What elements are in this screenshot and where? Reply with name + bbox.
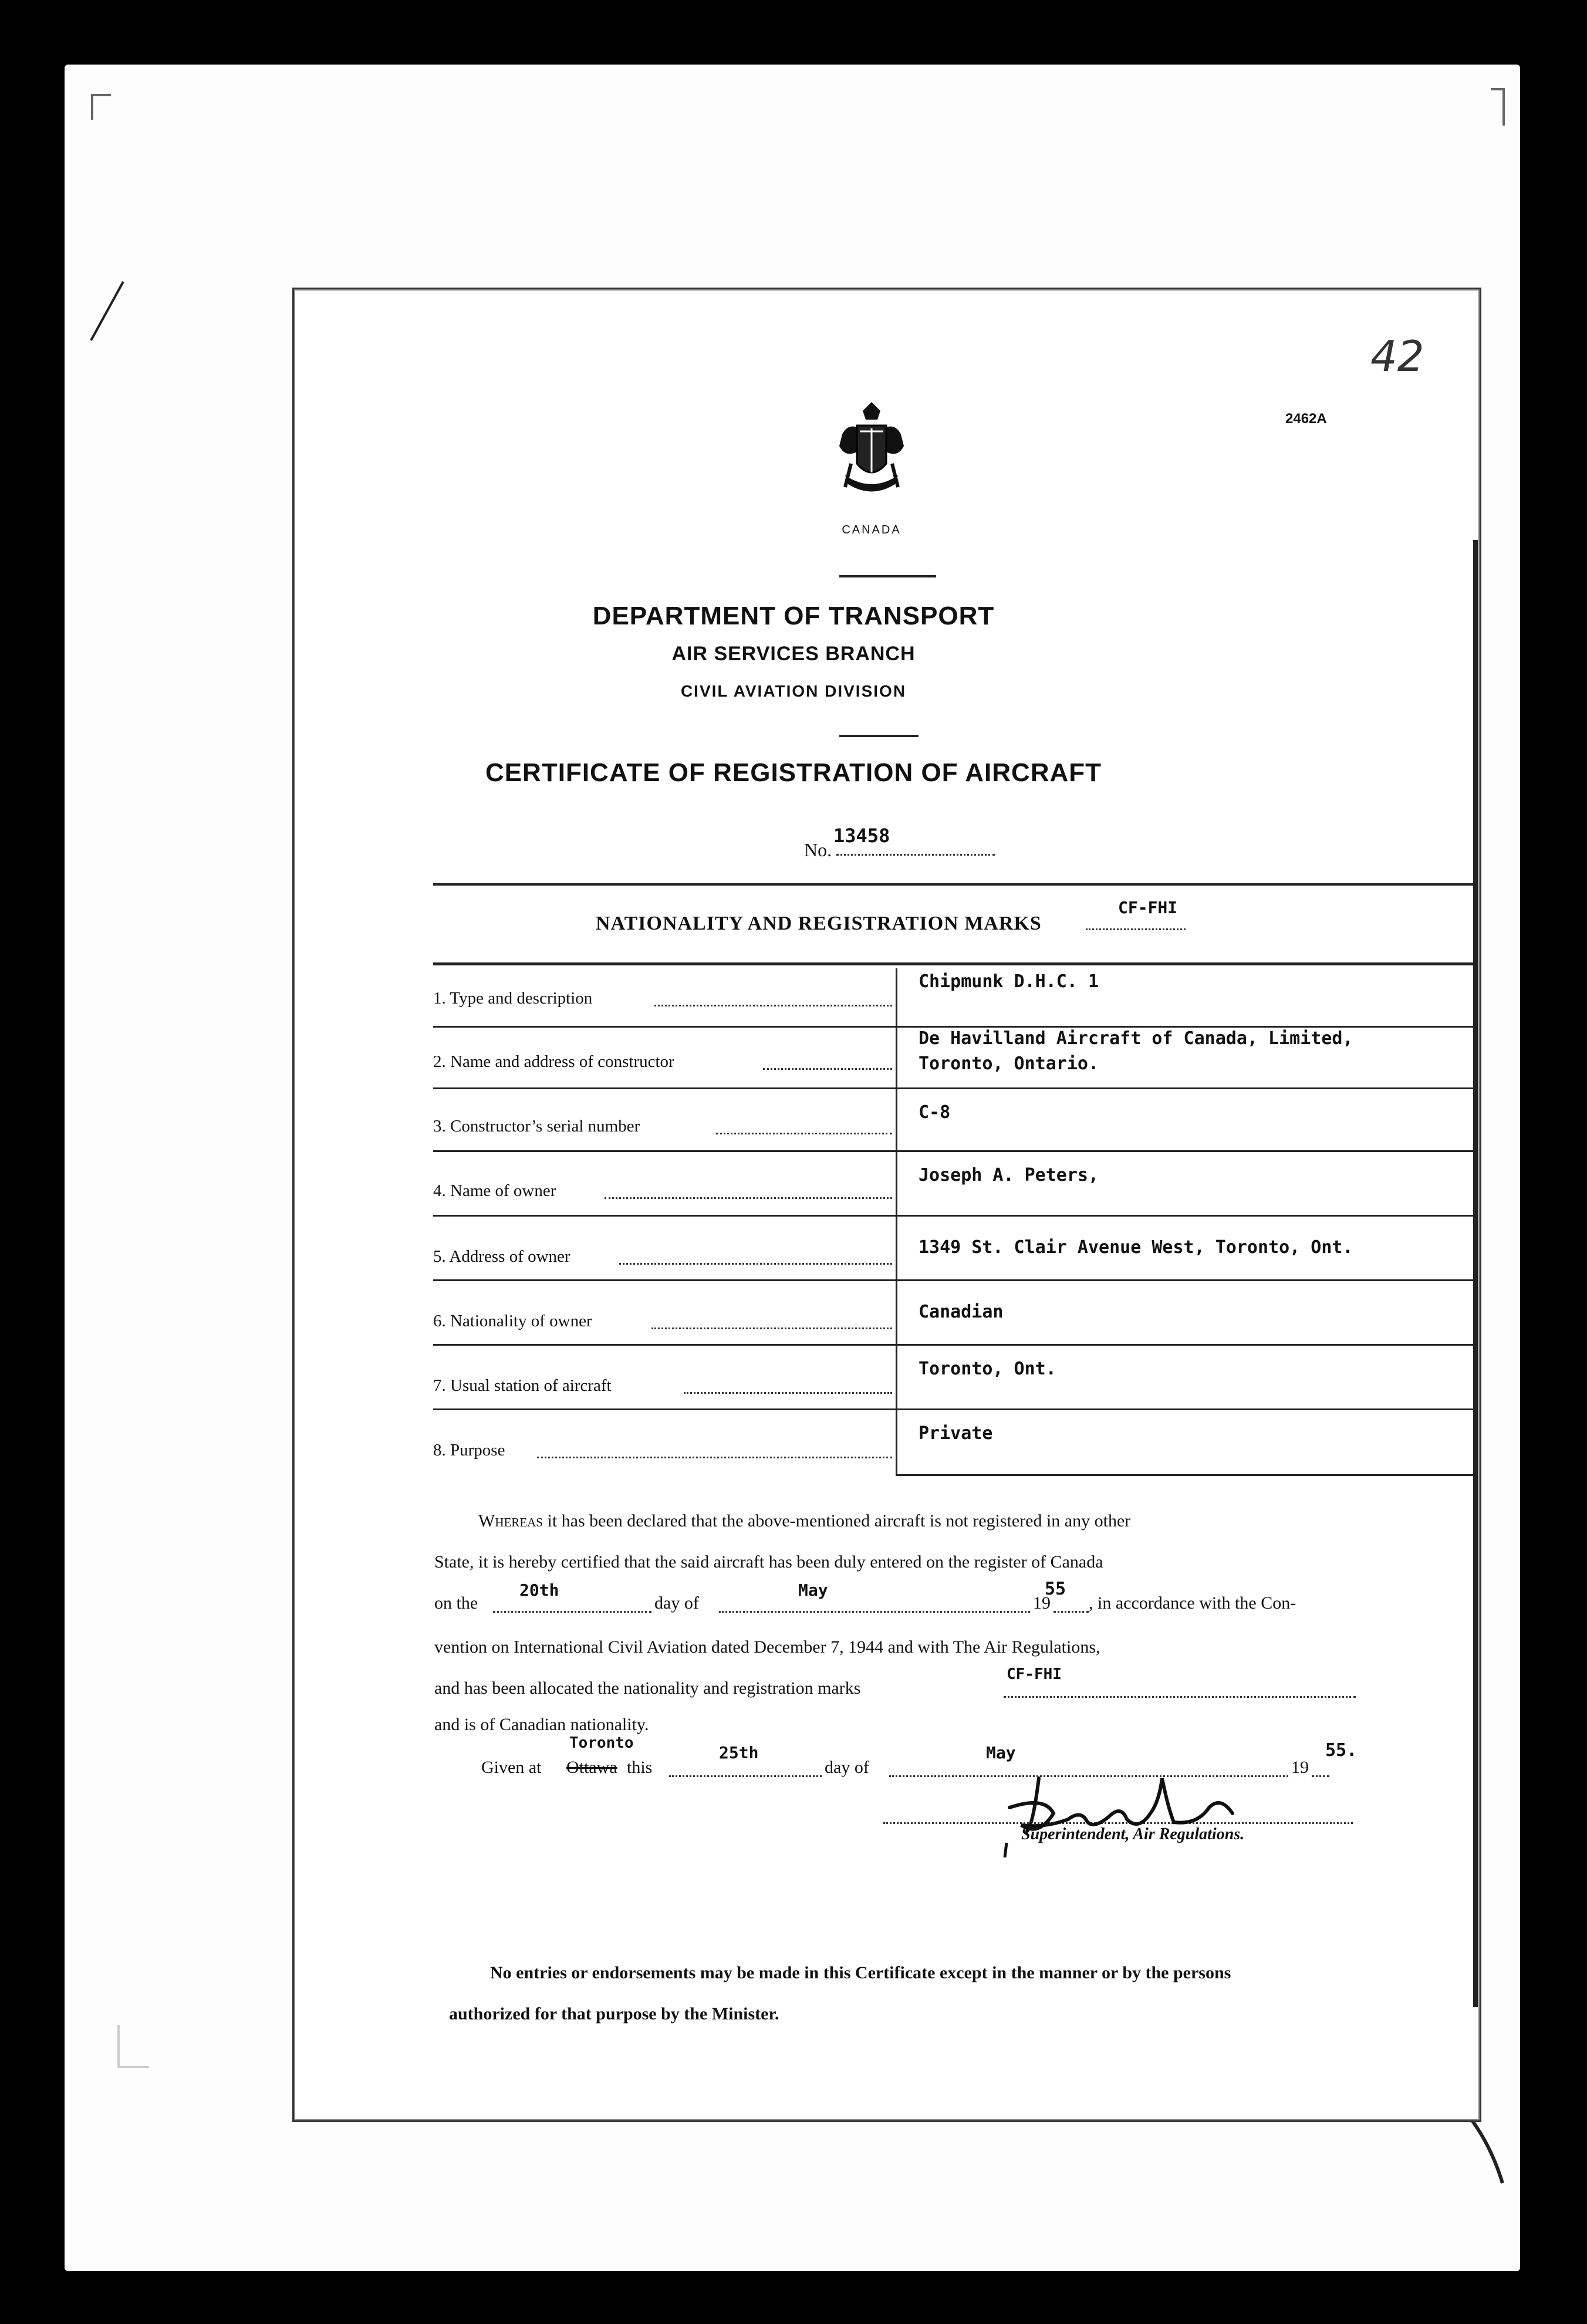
table-top-rule (433, 883, 1475, 886)
declaration-day-of: day of (654, 1593, 699, 1613)
row-2-value: De Havilland Aircraft of Canada, Limited, (919, 1028, 1353, 1049)
registration-month: May (798, 1580, 828, 1600)
row-6-value: Canadian (919, 1302, 1004, 1322)
given-year-prefix: 19 (1291, 1758, 1309, 1777)
registration-year-line (1054, 1611, 1089, 1613)
allocated-mark-line (1004, 1696, 1356, 1698)
declaration-line-6: and is of Canadian nationality. (434, 1715, 649, 1734)
crop-mark-bottom-left (117, 2025, 149, 2068)
row-6-label: 6. Nationality of owner (433, 1312, 592, 1330)
branch-heading: AIR SERVICES BRANCH (671, 643, 916, 665)
row-5-rule (433, 1279, 1475, 1281)
row-4-leader (605, 1197, 892, 1199)
row-1-leader (654, 1005, 892, 1006)
declaration-line-3-tail: , in accordance with the Con- (1089, 1593, 1296, 1613)
crest-label: CANADA (842, 523, 901, 536)
row-3-rule (433, 1150, 1475, 1152)
certificate-sheet (292, 288, 1481, 2122)
given-day: 25th (719, 1743, 759, 1762)
row-1-label: 1. Type and description (433, 989, 593, 1008)
given-day-line (669, 1775, 822, 1777)
row-6-leader (651, 1327, 892, 1329)
row-5-value: 1349 St. Clair Avenue West, Toronto, Ont. (919, 1237, 1353, 1258)
certificate-title: CERTIFICATE OF REGISTRATION OF AIRCRAFT (485, 758, 1102, 787)
declaration-line-1 (478, 1511, 1130, 1531)
row-3-value: C-8 (919, 1102, 951, 1123)
declaration-line-1-text: it has been declared that the above-mentioned aircraft is not registered in any other (547, 1511, 1131, 1531)
given-year-line (1312, 1775, 1329, 1777)
form-number: 2462A (1285, 411, 1327, 427)
nationality-marks-label: NATIONALITY AND REGISTRATION MARKS (596, 913, 1042, 934)
whereas-word: Whereas (478, 1511, 543, 1531)
given-day-of: day of (825, 1758, 869, 1777)
certificate-number-label: No. (804, 839, 832, 860)
given-place-struck: Ottawa (566, 1758, 617, 1777)
row-7-rule (433, 1408, 1475, 1410)
division-heading: CIVIL AVIATION DIVISION (680, 682, 907, 700)
signature-icon (998, 1755, 1279, 1860)
row-8-value: Private (919, 1423, 993, 1444)
signatory-title: Superintendent, Air Regulations. (1021, 1825, 1245, 1843)
table-header-rule (433, 962, 1475, 965)
allocated-mark: CF-FHI (1007, 1666, 1062, 1683)
given-month: May (986, 1743, 1016, 1762)
given-year: 55. (1325, 1740, 1358, 1761)
row-7-leader (684, 1392, 892, 1394)
row-4-rule (433, 1215, 1475, 1217)
row-5-label: 5. Address of owner (433, 1247, 570, 1266)
registration-year: 55 (1045, 1579, 1066, 1599)
nationality-mark-value: CF-FHI (1118, 898, 1178, 917)
footer-line-2: authorized for that purpose by the Minister. (449, 2004, 779, 2024)
row-1-rule (433, 1026, 1475, 1028)
crop-mark-top-left (91, 94, 111, 120)
nationality-marks-line (1086, 928, 1186, 930)
row-1-value: Chipmunk D.H.C. 1 (919, 971, 1099, 992)
registration-day-line (493, 1611, 651, 1613)
declaration-line-5: and has been allocated the nationality and registration marks (434, 1678, 861, 1698)
certificate-number: 13458 (833, 825, 890, 847)
registration-day: 20th (519, 1580, 559, 1600)
footer-line-1: No entries or endorsements may be made in this Certificate except in the manner or by the persons (490, 1963, 1231, 1982)
registration-month-line (719, 1611, 1030, 1613)
scratch-mark (82, 276, 129, 346)
given-this: this (627, 1758, 653, 1777)
coat-of-arms-icon (833, 399, 910, 505)
table-column-divider (896, 968, 897, 1476)
crop-mark-top-right (1491, 88, 1505, 126)
row-8-rule (896, 1474, 1475, 1476)
row-7-value: Toronto, Ont. (919, 1359, 1056, 1379)
row-4-label: 4. Name of owner (433, 1181, 556, 1200)
declaration-line-2: State, it is hereby certified that the said aircraft has been duly entered on the register of Canada (434, 1552, 1103, 1572)
row-3-leader (716, 1133, 892, 1134)
declaration-on-the: on the (434, 1593, 478, 1613)
row-2-leader (763, 1068, 892, 1070)
row-6-rule (433, 1344, 1475, 1346)
divider-middle (839, 735, 919, 737)
row-2-label: 2. Name and address of constructor (433, 1052, 674, 1071)
given-at-label: Given at (481, 1758, 542, 1777)
certificate-number-line (836, 854, 995, 856)
row-7-label: 7. Usual station of aircraft (433, 1376, 612, 1395)
row-3-label: 3. Constructor’s serial number (433, 1117, 640, 1136)
page-number: 42 (1370, 332, 1424, 381)
row-2-value-line-2: Toronto, Ontario. (919, 1053, 1099, 1074)
row-4-value: Joseph A. Peters, (919, 1165, 1099, 1185)
row-2-rule (433, 1087, 1475, 1089)
divider-top (839, 575, 936, 577)
given-place: Toronto (569, 1734, 634, 1752)
row-5-leader (619, 1263, 892, 1265)
row-8-label: 8. Purpose (433, 1441, 505, 1460)
department-heading: DEPARTMENT OF TRANSPORT (592, 602, 995, 630)
registration-year-prefix: 19 (1033, 1593, 1051, 1613)
row-8-leader (537, 1457, 892, 1458)
declaration-line-4: vention on International Civil Aviation dated December 7, 1944 and with The Air Regulations, (434, 1637, 1100, 1657)
